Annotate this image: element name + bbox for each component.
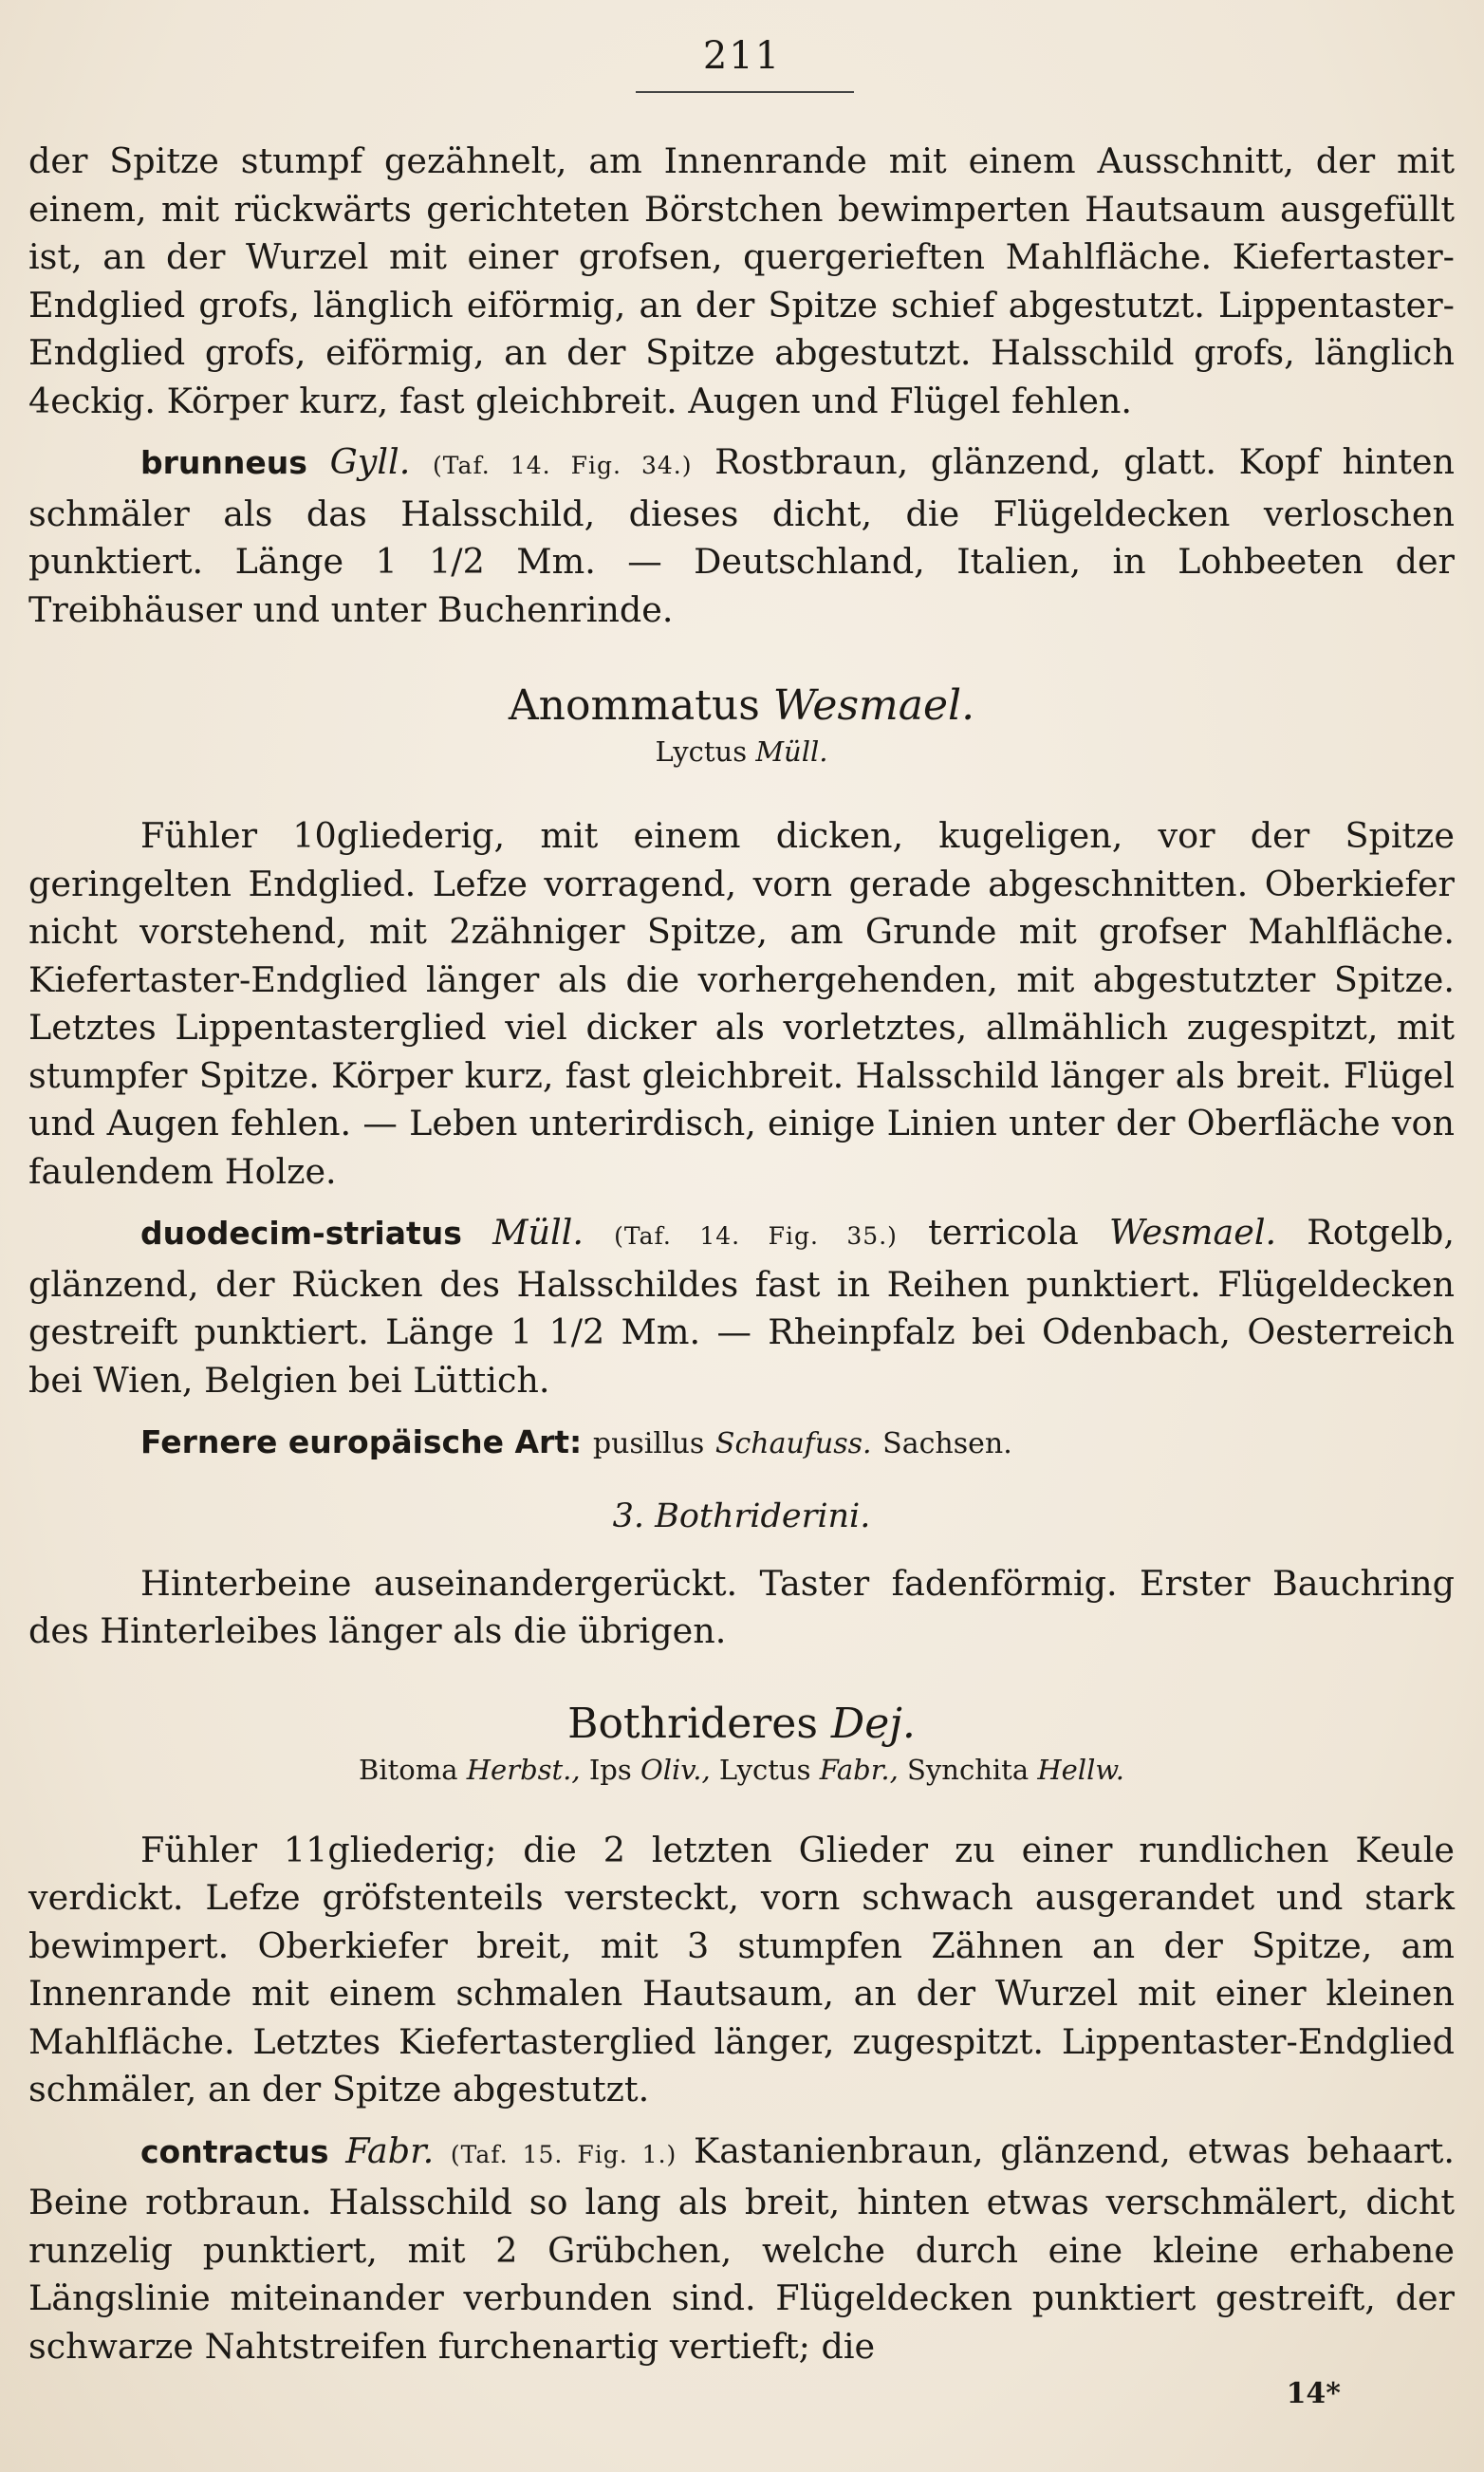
plate-reference: (Taf. 14. Fig. 35.) <box>614 1222 898 1250</box>
further-species <box>28 1418 1455 1469</box>
signature-mark: 14* <box>1286 2377 1341 2410</box>
further-species-label: Fernere europäische Art: <box>140 1423 583 1460</box>
genus-heading-anommatus <box>28 679 1455 733</box>
species-entry-duodecim-striatus <box>28 1209 1455 1404</box>
synonym-author: Fabr., <box>819 1753 899 1786</box>
paragraph-continued: der Spitze stumpf gezähnelt, am Innenrande mit einem Ausschnitt, der mit einem, mit rückwärts gerichteten Börstchen bewimperten Hautsaum ausgefüllt ist, an der Wurzel mit einer grofsen, quergerieften Mahlfläche. Kiefertaster-Endglied grofs, länglich eiförmig, an der Spitze schief abgestutzt. Lippentaster-Endglied grofs, eiförmig, an der Spitze abgestutzt. Halsschild grofs, länglich 4eckig. Körper kurz, fast gleichbreit. Augen und Flügel fehlen. <box>28 140 1455 421</box>
plate-reference: (Taf. 15. Fig. 1.) <box>450 2140 677 2168</box>
further-species-author: Schaufuss. <box>714 1427 872 1460</box>
tribe-heading: 3. Bothriderini. <box>612 1496 871 1535</box>
species-author: Gyll. <box>329 441 411 482</box>
genus-name: Anommatus <box>508 681 760 730</box>
header-rule <box>636 91 854 93</box>
species-author: Müll. <box>492 1212 584 1253</box>
genus-heading-bothrideres <box>28 1698 1455 1751</box>
synonym-author: Wesmael. <box>1108 1212 1277 1253</box>
genus-description-bothrideres: Fühler 11gliederig; die 2 letzten Glieder zu einer rundlichen Keule verdickt. Lefze gröfstenteils versteckt, vorn schwach ausgerandet und stark bewimpert. Oberkiefer breit, mit 3 stumpfen Zähnen an der Spitze, am Innenrande mit einem schmalen Hautsaum, an der Wurzel mit einer kleinen Mahlfläche. Letztes Kiefertasterglied länger, zugespitzt. Lippentaster-Endglied schmäler, an der Spitze abgestutzt. <box>28 1829 1455 2110</box>
species-author: Fabr. <box>345 2129 435 2171</box>
page-number: 211 <box>702 34 782 78</box>
synonym-author: Oliv., <box>640 1753 711 1786</box>
species-description: Kastanienbraun, glänzend, etwas behaart. Beine rotbraun. Halsschild so lang als breit, hinten etwas verschmälert, dicht runzelig punktiert, mit 2 Grübchen, welche durch eine kleine erhabene Längslinie miteinander verbunden sind. Flügeldecken punktiert gestreift, der schwarze Nahtstreifen furchenartig vertieft; die <box>28 2129 1455 2367</box>
synonym-author: Hellw. <box>1037 1753 1124 1786</box>
plate-reference: (Taf. 14. Fig. 34.) <box>433 452 693 479</box>
synonym-name: Bitoma <box>359 1753 458 1786</box>
further-species-name: pusillus <box>592 1427 705 1460</box>
synonym-author: Müll. <box>755 735 828 768</box>
synonym-name: Lyctus <box>718 1753 811 1786</box>
synonym-name: Ips <box>588 1753 632 1786</box>
genus-author: Wesmael. <box>772 681 975 730</box>
synonym-name: Synchita <box>907 1753 1030 1786</box>
further-species-place: Sachsen. <box>882 1427 1012 1460</box>
genus-description-anommatus: Fühler 10gliederig, mit einem dicken, kugeligen, vor der Spitze geringelten Endglied. Lefze vorragend, vorn gerade abgeschnitten. Oberkiefer nicht vorstehend, mit 2zähniger Spitze, am Grunde mit grofser Mahlfläche. Kiefertaster-Endglied länger als die vorhergehenden, mit abgestutzter Spitze. Letztes Lippentasterglied viel dicker als vorletztes, allmählich zugespitzt, mit stumpfer Spitze. Körper kurz, fast gleichbreit. Halsschild länger als breit. Flügel und Augen fehlen. — Leben unterirdisch, einige Linien unter der Oberfläche von faulendem Holze. <box>28 815 1455 1192</box>
synonym-name: Lyctus <box>655 735 748 768</box>
synonym-author: Herbst., <box>466 1753 581 1786</box>
species-name: duodecim-striatus <box>140 1215 462 1252</box>
synonym-name: terricola <box>928 1212 1079 1253</box>
species-entry-brunneus <box>28 438 1455 634</box>
species-entry-contractus <box>28 2128 1455 2371</box>
genus-author: Dej. <box>830 1699 916 1748</box>
species-description: Rostbraun, glänzend, glatt. Kopf hinten schmäler als das Halsschild, dieses dicht, die Flügeldecken verloschen punktiert. Länge 1 1/2 Mm. — Deutschland, Italien, in Lohbeeten der Treibhäuser und unter Buchenrinde. <box>28 441 1455 630</box>
genus-synonym <box>28 733 1455 771</box>
species-description: Rotgelb, glänzend, der Rücken des Halsschildes fast in Reihen punktiert. Flügeldecken gestreift punktiert. Länge 1 1/2 Mm. — Rheinpfalz bei Odenbach, Oesterreich bei Wien, Belgien bei Lüttich. <box>28 1212 1455 1401</box>
genus-name: Bothrideres <box>567 1699 818 1748</box>
species-name: contractus <box>140 2132 329 2170</box>
genus-synonyms <box>28 1751 1455 1789</box>
page-body <box>28 138 1455 2419</box>
species-name: brunneus <box>140 444 307 481</box>
tribe-description: Hinterbeine auseinandergerückt. Taster fadenförmig. Erster Bauchring des Hinterleibes länger als die übrigen. <box>28 1562 1455 1651</box>
